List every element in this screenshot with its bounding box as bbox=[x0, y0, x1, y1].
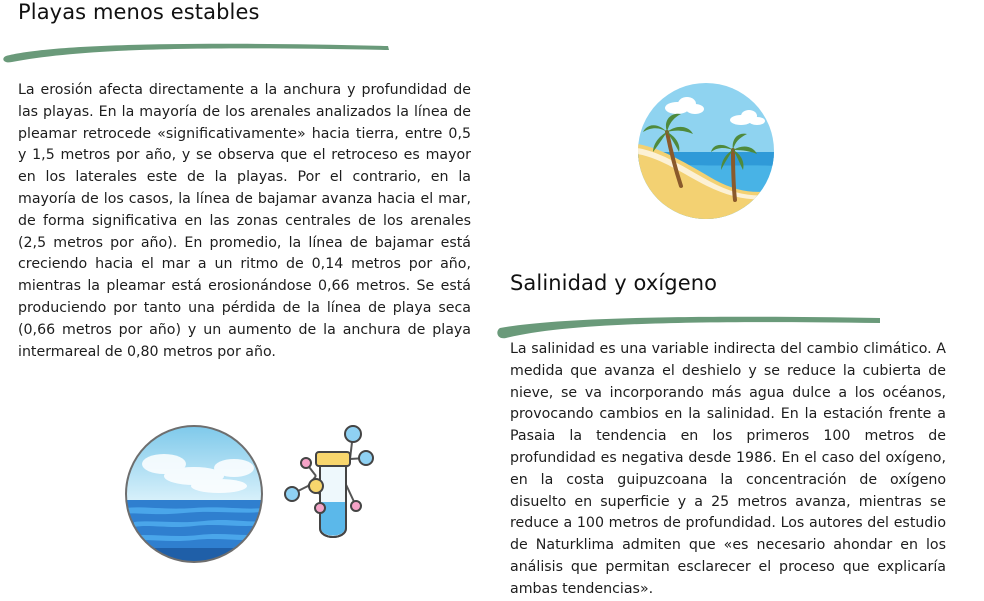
beach-palm-icon bbox=[637, 82, 775, 220]
title-underline-swoosh bbox=[494, 306, 886, 342]
section-title-beaches: Playas menos estables bbox=[18, 0, 260, 24]
section-body-salinity: La salinidad es una variable indirecta del cambio climático. A medida que avanza el deshielo y se reduce la cubierta de nieve, se va incorporando más agua dulce a los océanos, provocando cambios en la salinidad. En la estación frente a Pasaia la tendencia en los primeros 100 metros de profundidad es negativa desde 1986. En el caso del oxígeno, en la costa guipuzcoana la concentración de oxígeno disuelto en superficie y a 25 metros avanza, mientras se reduce a 100 metros de profundidad. Los autores del estudio de Naturklima admiten que «es necesario ahondar en los análisis que permitan esclarecer el proceso que explicaría ambas tendencias». bbox=[510, 341, 946, 597]
title-underline-swoosh bbox=[0, 34, 395, 66]
section-title-salinity: Salinidad y oxígeno bbox=[510, 271, 718, 295]
test-tube-molecule-icon bbox=[280, 424, 380, 546]
section-body-beaches: La erosión afecta directamente a la anchura y profundidad de las playas. En la mayoría de los arenales analizados la línea de pleamar retrocede «significativamente» hacia tierra, entre 0,5 y 1,5 metros por año, y se observa que el retroceso es mayor en los laterales este de la playas. Por el contrario, en la mayoría de los casos, la línea de bajamar avanza hacia el mar, de forma significativa en las zonas centrales de los arenales (2,5 metros por año). En promedio, la línea de bajamar está creciendo hacia el mar a un ritmo de 0,14 metros por año, mientras la pleamar está erosionándose 0,66 metros. Se está produciendo por tanto una pérdida de la línea de playa seca (0,66 metros por año) y un aumento de la anchura de playa intermareal de 0,80 metros por año. bbox=[18, 82, 471, 360]
ocean-horizon-icon bbox=[124, 424, 264, 564]
